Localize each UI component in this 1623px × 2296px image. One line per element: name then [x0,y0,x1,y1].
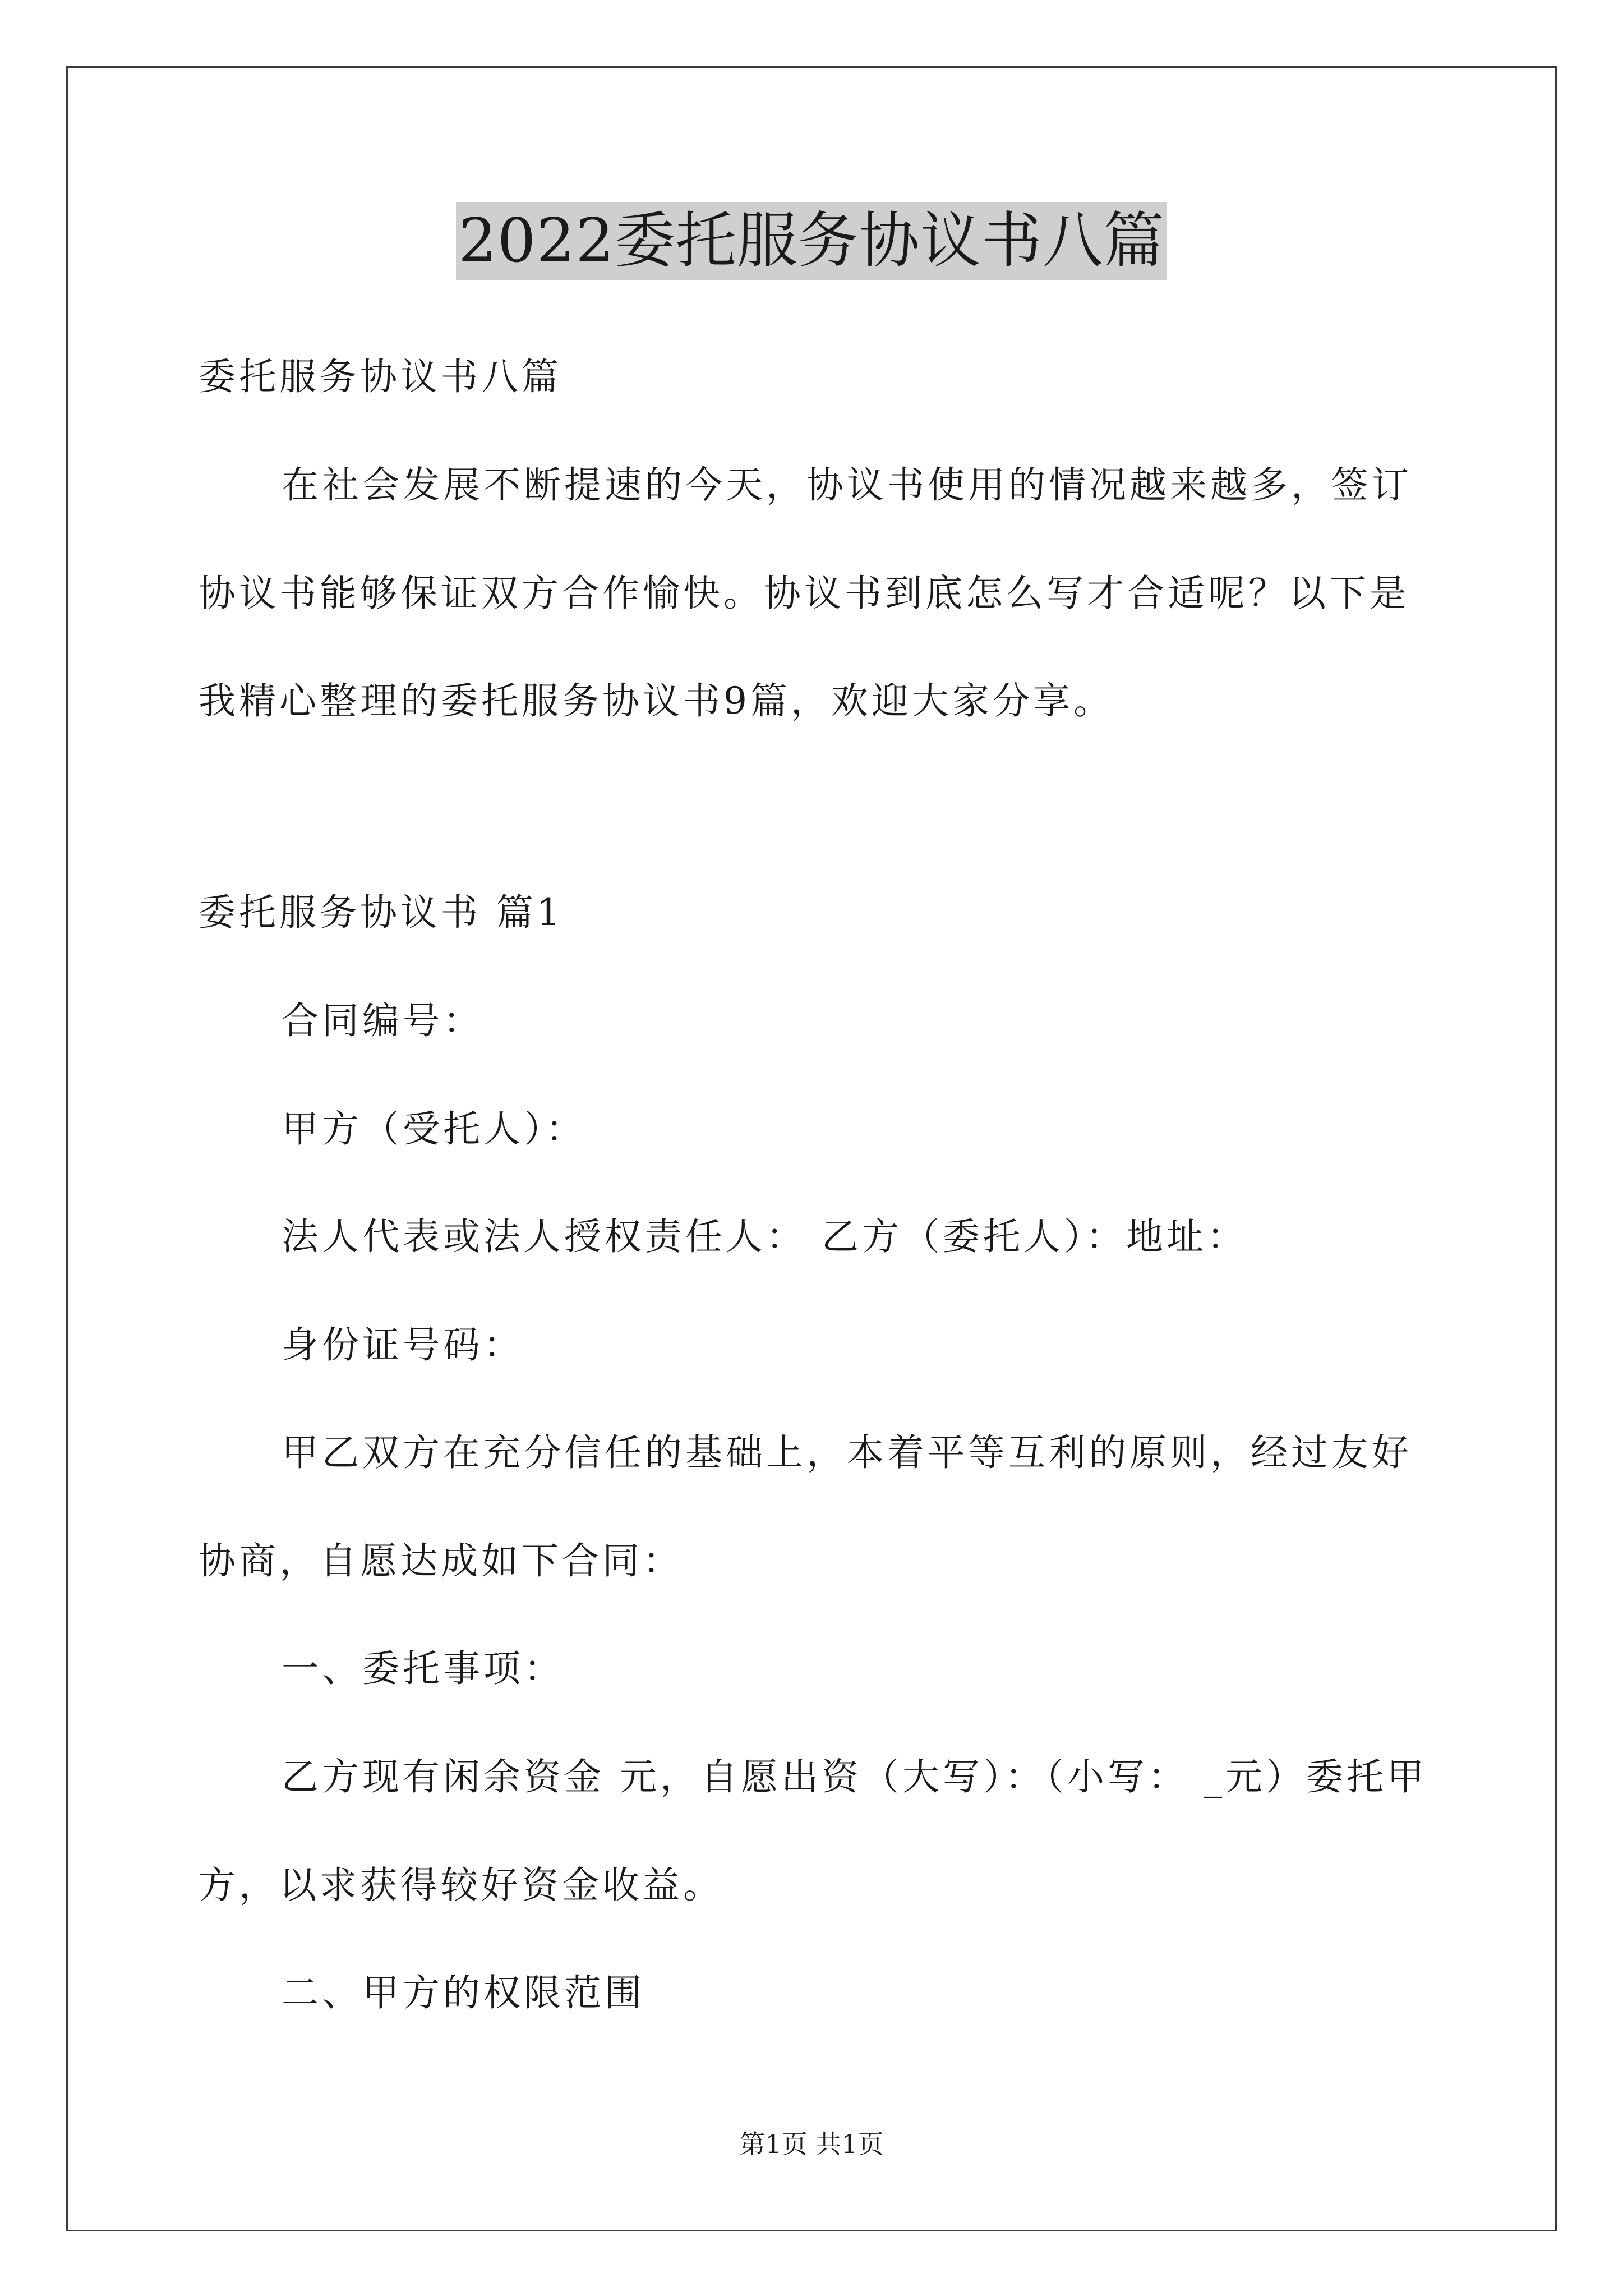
paragraph-line: 我精心整理的委托服务协议书9篇，欢迎大家分享。 [199,679,1114,723]
paragraph-line: 法人代表或法人授权责任人： 乙方（委托人）：地址： [282,1215,1247,1258]
section-heading: 委托服务协议书 篇1 [199,891,564,934]
paragraph-line: 协商，自愿达成如下合同： [199,1539,683,1582]
paragraph-line: 乙方现有闲余资金 元，自愿出资（大写）：（小写： _元）委托甲 [282,1755,1427,1798]
paragraph-line: 合同编号： [282,999,483,1042]
paragraph-line: 方，以求获得较好资金收益。 [199,1864,723,1907]
paragraph-line: 甲乙双方在充分信任的基础上，本着平等互利的原则，经过友好 [282,1431,1412,1474]
page-footer: 第1页 共1页 [739,2129,884,2159]
paragraph-line: 一、委托事项： [282,1647,564,1690]
subtitle-line: 委托服务协议书八篇 [199,355,562,398]
paragraph-line: 甲方（受托人）： [282,1107,586,1151]
paragraph-line: 在社会发展不断提速的今天，协议书使用的情况越来越多，签订 [282,463,1412,507]
paragraph-line: 协议书能够保证双方合作愉快。协议书到底怎么写才合适呢？以下是 [199,572,1410,615]
paragraph-line: 身份证号码： [282,1323,524,1366]
document-title: 2022委托服务协议书八篇 [456,202,1167,280]
paragraph-line: 二、甲方的权限范围 [282,1971,645,2014]
title-container [0,202,1623,280]
